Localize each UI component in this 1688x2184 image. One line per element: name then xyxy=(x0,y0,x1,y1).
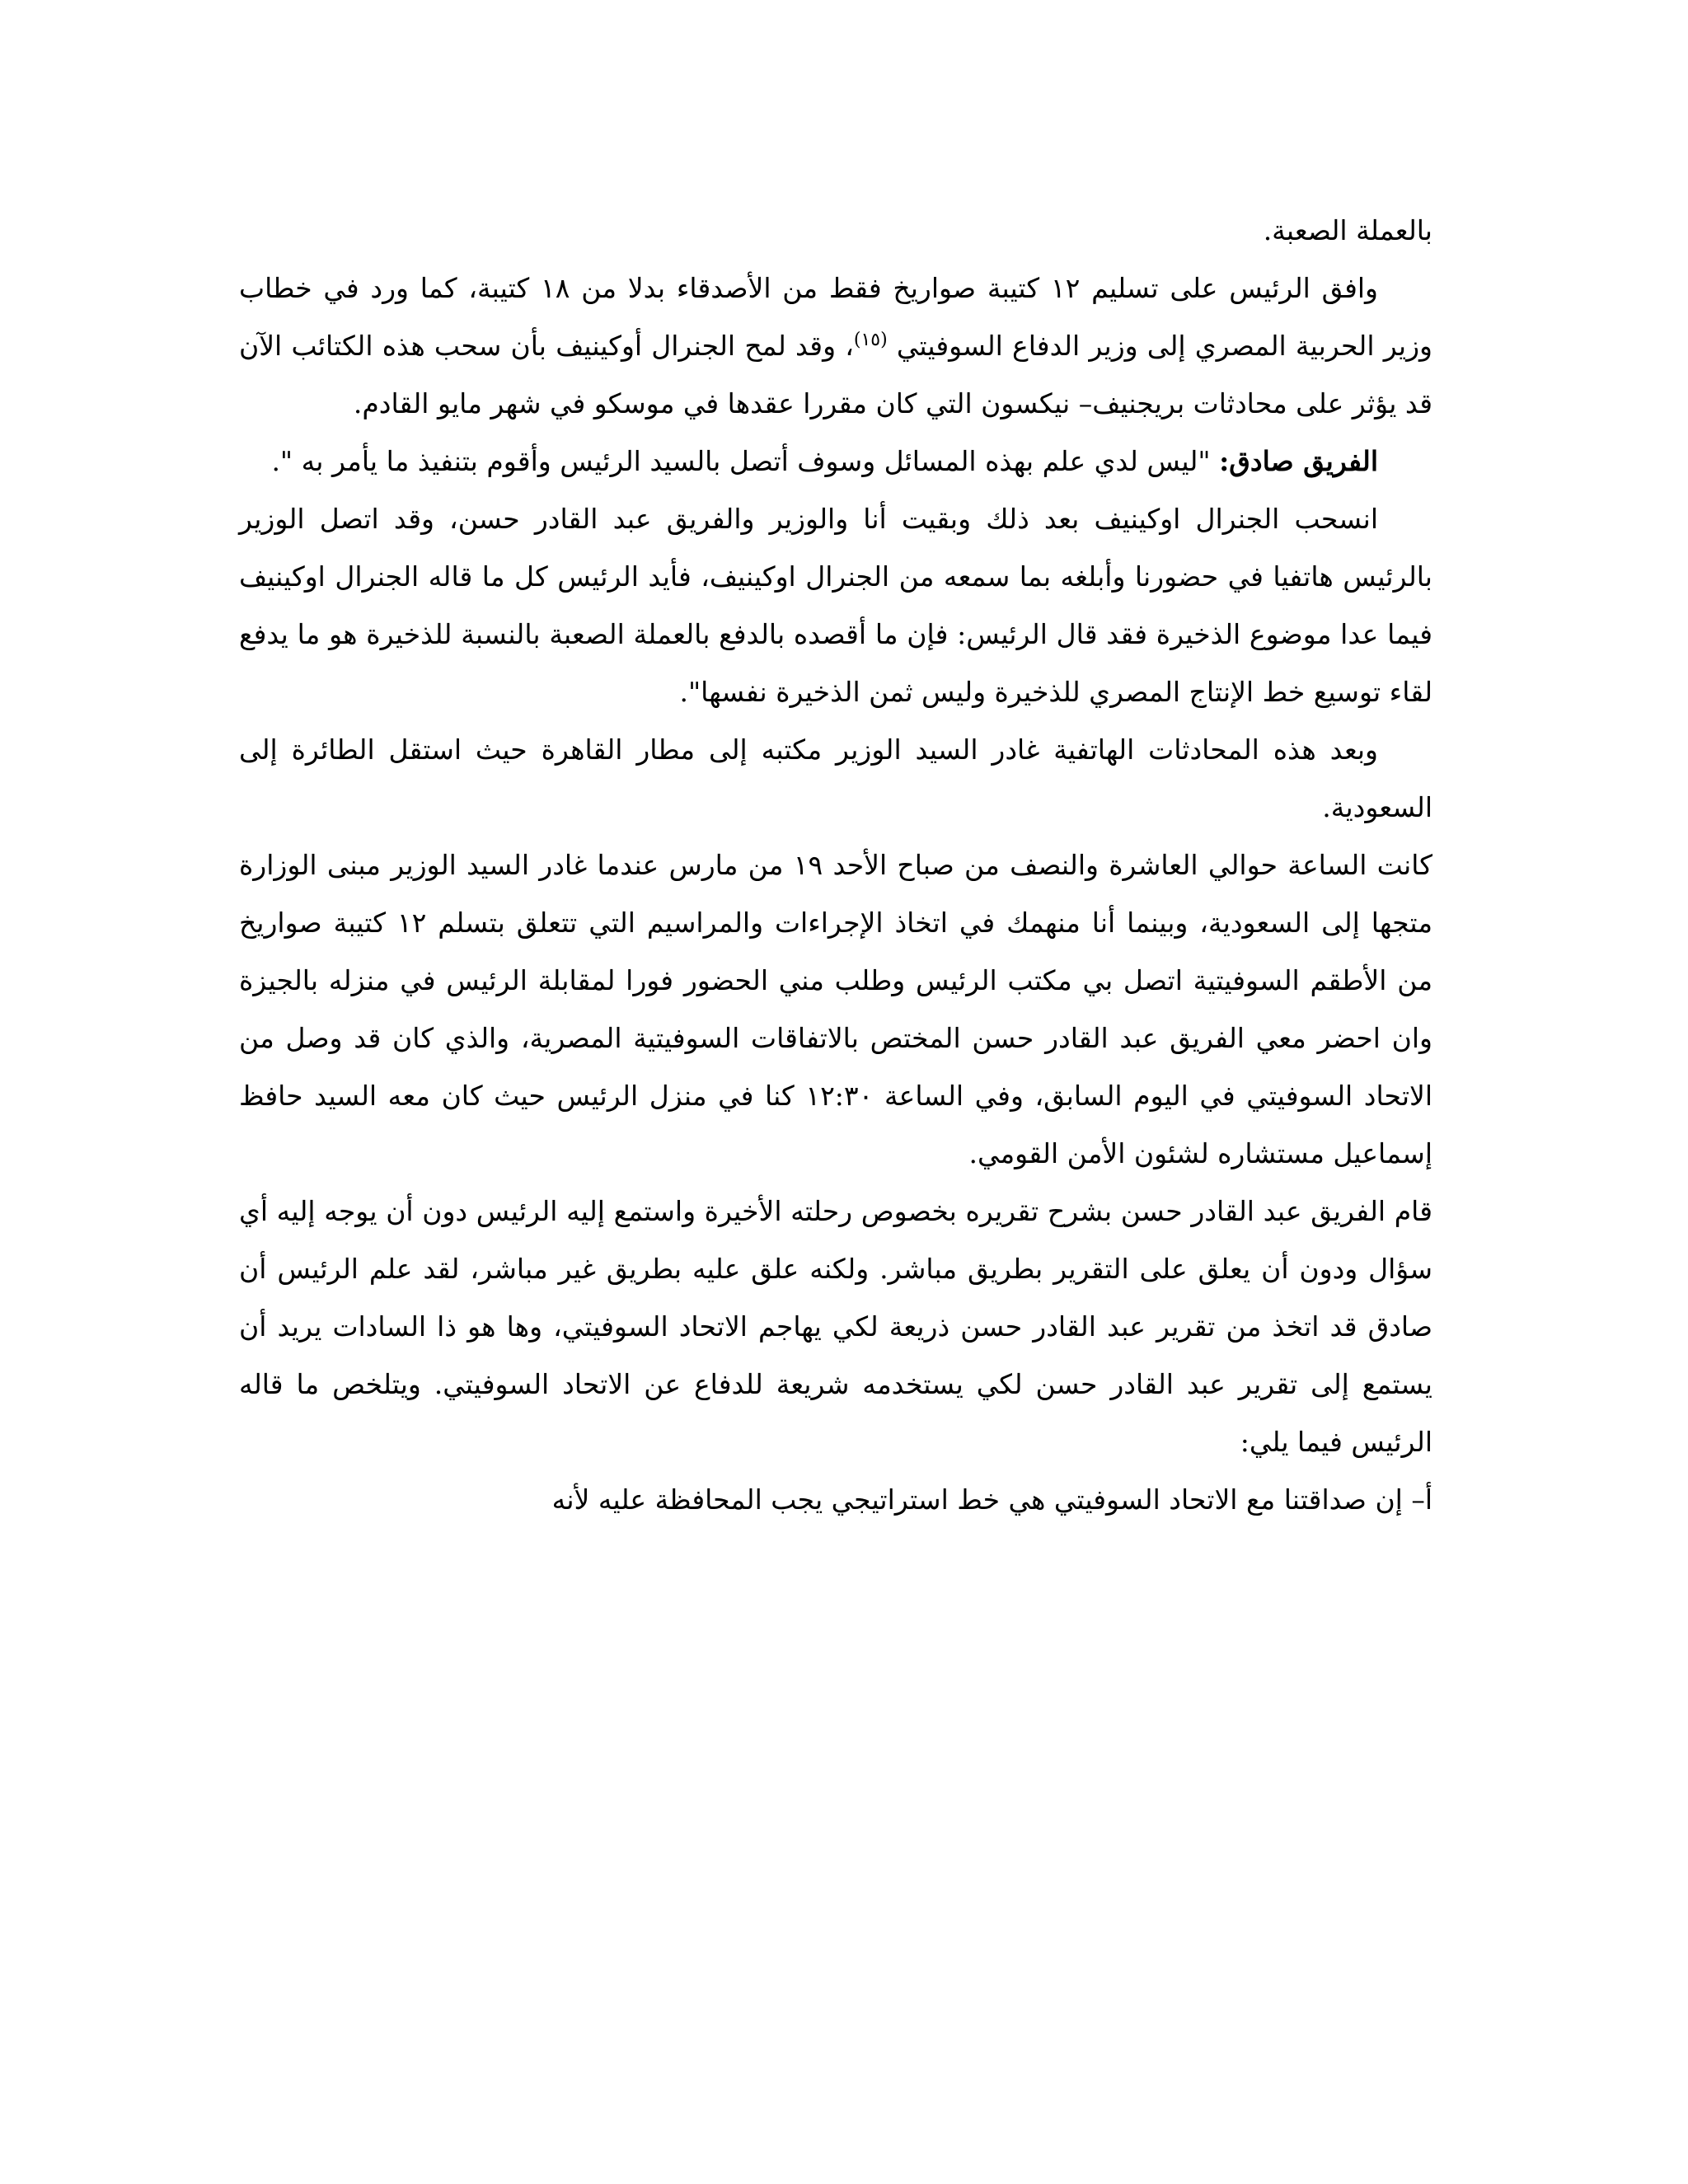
paragraph-march-19: كانت الساعة حوالي العاشرة والنصف من صباح الأحد ١٩ من مارس عندما غادر السيد الوزير مبنى الوزارة متجها إلى السعودية، وبينما أنا منهمك في اتخاذ الإجراءات والمراسيم التي تتعلق بتسلم ١٢ كتيبة صواريخ من الأطقم السوفيتية اتصل بي مكتب الرئيس وطلب مني الحضور فورا لمقابلة الرئيس في منزله بالجيزة وان احضر معي الفريق عبد القادر حسن المختص بالاتفاقات السوفيتية المصرية، والذي كان قد وصل من الاتحاد السوفيتي في اليوم السابق، وفي الساعة ١٢:٣٠ كنا في منزل الرئيس حيث كان معه السيد حافظ إسماعيل مستشاره لشئون الأمن القومي. xyxy=(239,849,1433,1169)
list-item-a: أ– إن صداقتنا مع الاتحاد السوفيتي هي خط استراتيجي يجب المحافظة عليه لأنه xyxy=(551,1483,1432,1516)
paragraph-sadek-quote xyxy=(239,433,1432,490)
document-page xyxy=(239,202,1432,1529)
paragraph-missile-battalions-text: وافق الرئيس على تسليم ١٢ كتيبة صواريخ فقط من الأصدقاء بدلا من ١٨ كتيبة، كما ورد في خطاب وزير الحربية المصري إلى وزير الدفاع السوفيتي xyxy=(239,272,1432,362)
paragraph-missile-battalions-text-after: ، وقد لمح الجنرال أوكينيف بأن سحب هذه الكتائب الآن قد يؤثر على محادثات بريجنيف– نيكسون التي كان مقررا عقدها في موسكو في شهر مايو القادم. xyxy=(239,330,1432,419)
paragraph-hard-currency: بالعملة الصعبة. xyxy=(1263,214,1432,246)
speaker-name: الفريق صادق: xyxy=(1219,445,1378,477)
paragraph-okinev-withdrew: انسحب الجنرال اوكينيف بعد ذلك وبقيت أنا والوزير والفريق عبد القادر حسن، وقد اتصل الوزير بالرئيس هاتفيا في حضورنا وأبلغه بما سمعه من الجنرال اوكينيف، فأيد الرئيس كل ما قاله الجنرال اوكينيف فيما عدا موضوع الذخيرة فقد قال الرئيس: فإن ما أقصده بالدفع بالعملة الصعبة بالنسبة للذخيرة هو ما يدفع لقاء توسيع خط الإنتاج المصري للذخيرة وليس ثمن الذخيرة نفسها". xyxy=(239,503,1432,708)
paragraph-missile-battalions xyxy=(239,260,1432,433)
speaker-quote: "ليس لدي علم بهذه المسائل وسوف أتصل بالسيد الرئيس وأقوم بتنفيذ ما يأمر به ". xyxy=(271,445,1220,477)
paragraph-report-discussion: قام الفريق عبد القادر حسن بشرح تقريره بخصوص رحلته الأخيرة واستمع إليه الرئيس دون أن يوجه إليه أي سؤال ودون أن يعلق على التقرير بطريق مباشر. ولكنه علق عليه بطريق غير مباشر، لقد علم الرئيس أن صادق قد اتخذ من تقرير عبد القادر حسن ذريعة لكي يهاجم الاتحاد السوفيتي، وها هو ذا السادات يريد أن يستمع إلى تقرير عبد القادر حسن لكي يستخدمه شريعة للدفاع عن الاتحاد السوفيتي. ويتلخص ما قاله الرئيس فيما يلي: xyxy=(239,1195,1432,1458)
footnote-marker: (١٥) xyxy=(853,330,888,350)
paragraph-minister-left: وبعد هذه المحادثات الهاتفية غادر السيد الوزير مكتبه إلى مطار القاهرة حيث استقل الطائرة إلى السعودية. xyxy=(239,733,1432,823)
